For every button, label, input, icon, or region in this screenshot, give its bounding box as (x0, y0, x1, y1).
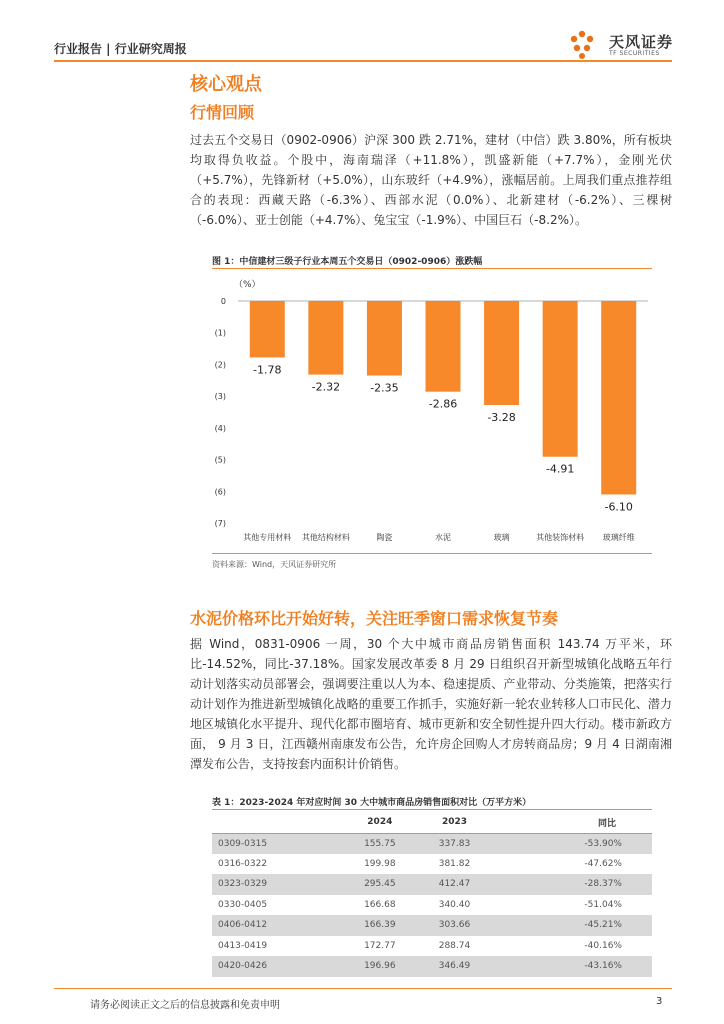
table-cell: 303.66 (417, 915, 492, 936)
table-cell: -45.21% (492, 915, 652, 936)
table-row (212, 956, 652, 977)
table-cell: 196.96 (343, 956, 418, 977)
table-row (212, 854, 652, 875)
table-cell: -51.04% (584, 899, 622, 910)
table-header-cell: 同比 (492, 812, 652, 833)
table-cell: 340.40 (438, 899, 471, 910)
x-tick-label: 水泥 (435, 533, 451, 542)
x-tick-label: 其他装饰材料 (536, 533, 585, 542)
bar (426, 301, 461, 392)
table-cell: 337.83 (417, 833, 492, 854)
bar-value-label: -6.10 (604, 500, 633, 514)
x-tick-label: 陶瓷 (376, 533, 393, 542)
bar (484, 301, 519, 405)
table-cell: 412.47 (417, 874, 492, 895)
y-tick-label: (4) (214, 423, 226, 433)
y-axis-label: （%） (234, 280, 261, 290)
table-cell: 0413-0419 (218, 940, 268, 951)
logo-name: 天风证券 (609, 33, 674, 51)
bar (250, 301, 285, 357)
table-cell: 0330-0405 (218, 899, 268, 910)
figure-title: 图 1：中信建材三级子行业本周五个交易日（0902-0906）涨跌幅 (212, 257, 483, 267)
y-tick-label: (2) (214, 360, 226, 370)
bar (543, 301, 578, 457)
bar-value-label: -2.86 (428, 397, 458, 411)
bar-value-label: -4.91 (545, 462, 575, 476)
table-cell: 166.68 (364, 899, 396, 910)
x-tick-label: 玻璃纤维 (602, 533, 635, 542)
table-cell: -40.16% (584, 940, 622, 951)
table-cell: 346.49 (417, 956, 492, 977)
table-row (212, 874, 652, 895)
bar (308, 301, 343, 375)
table-cell: -53.90% (492, 833, 652, 854)
x-axis-ticks (243, 532, 634, 542)
table-header-cell (212, 812, 343, 833)
table-cell: 166.39 (343, 915, 418, 936)
table-cell: -47.62% (584, 858, 622, 869)
table-row (212, 936, 652, 957)
table-cell: 381.82 (438, 858, 471, 869)
report-breadcrumb: 行业报告 | 行业研究周报 (54, 42, 187, 56)
bar (367, 301, 402, 376)
table-cell: 172.77 (364, 940, 396, 951)
table-cell: 288.74 (438, 940, 471, 951)
table-cell: 199.98 (364, 858, 396, 869)
table-cell: 0309-0315 (212, 833, 343, 854)
footer-disclaimer: 请务必阅读正文之后的信息披露和免责申明 (90, 1000, 280, 1011)
sales-area-table (212, 812, 652, 977)
y-tick-label: (3) (214, 392, 226, 402)
table-row (212, 915, 652, 936)
y-tick-label: 0 (220, 297, 226, 306)
table-cell: 0420-0426 (212, 956, 343, 977)
table-row (212, 833, 652, 854)
market-review-paragraph: 过去五个交易日（0902-0906）沪深 300 跌 2.71%，建材（中信）跌 3.80%，所有板块均取得负收益。个股中，海南瑞泽（+11.8%），凯盛新能（+7.7%），金刚光伏（+5.7%），先锋新材（+5.0%），山东玻纤（+4.9%），涨幅居前。上周我们重点推荐组合的表现：西藏天路（-6.3%）、西部水泥（0.0%）、北新建材（-6.2%）、三棵树（-6.0%）、亚士创能（+4.7%）、兔宝宝（-1.9%）、中国巨石（-8.2%）。 (190, 133, 672, 227)
table-title: 表 1：2023-2024 年对应时间 30 大中城市商品房销售面积对比（万平方米） (212, 798, 532, 808)
table-header-row (212, 812, 652, 833)
figure-top-rule (212, 268, 652, 269)
bar-chart (212, 272, 652, 550)
y-tick-label: (1) (214, 328, 226, 338)
table-cell: 0323-0329 (212, 874, 343, 895)
figure-source: 资料来源：Wind，天风证券研究所 (212, 560, 337, 569)
figure-bottom-rule (212, 553, 652, 554)
y-tick-label: (5) (214, 455, 226, 465)
table-cell: 155.75 (343, 833, 418, 854)
y-axis-ticks (215, 297, 226, 528)
table-row (212, 895, 652, 916)
x-tick-label: 玻璃 (493, 533, 510, 542)
table-cell: -28.37% (492, 874, 652, 895)
footer-divider (54, 988, 672, 989)
bar (601, 301, 636, 494)
y-tick-label: (6) (214, 487, 226, 497)
logo-subtitle: TF SECURITIES (609, 50, 660, 57)
table-header-cell: 2024 (343, 812, 418, 833)
y-tick-label: (7) (214, 519, 226, 528)
x-tick-label: 其他结构材料 (301, 533, 350, 542)
table-header-cell: 2023 (417, 812, 492, 833)
bar-value-label: -1.78 (253, 363, 282, 377)
page-number: 3 (656, 996, 663, 1007)
table-cell: 0406-0412 (212, 915, 343, 936)
section-title-cement: 水泥价格环比开始好转，关注旺季窗口需求恢复节奏 (190, 609, 559, 628)
x-tick-label: 其他专用材料 (243, 533, 292, 542)
table-cell: 295.45 (343, 874, 418, 895)
section-subtitle-market-review: 行情回顾 (190, 103, 255, 122)
bar-value-label: -2.35 (370, 381, 399, 395)
table-top-rule (212, 809, 652, 810)
table-cell: -43.16% (492, 956, 652, 977)
bar-value-label: -2.32 (311, 380, 341, 394)
cement-paragraph: 据 Wind，0831-0906 一周，30 个大中城市商品房销售面积 143.74 万平米，环比-14.52%，同比-37.18%。国家发展改革委 8 月 29 日组织召开新型城镇化战略五年行动计划落实动员部署会，强调要注重以人为本、稳速提质、产业带动、分类施策，把落实行动计划作为推进新型城镇化战略的重要工作抓手，实施好新一轮农业转移人口市民化、潜力地区城镇化水平提升、现代化都市圈培育、城市更新和安全韧性提升四大行动。楼市新政方面， 9 月 3 日，江西赣州南康发布公告，允许房企回购人才房转商品房；9 月 4 日湖南湘潭发布公告，支持按套内面积计价销售。 (190, 637, 672, 771)
table-cell: 0316-0322 (218, 858, 268, 869)
section-title-core-views: 核心观点 (190, 74, 262, 95)
bar-value-label: -3.28 (487, 411, 516, 425)
